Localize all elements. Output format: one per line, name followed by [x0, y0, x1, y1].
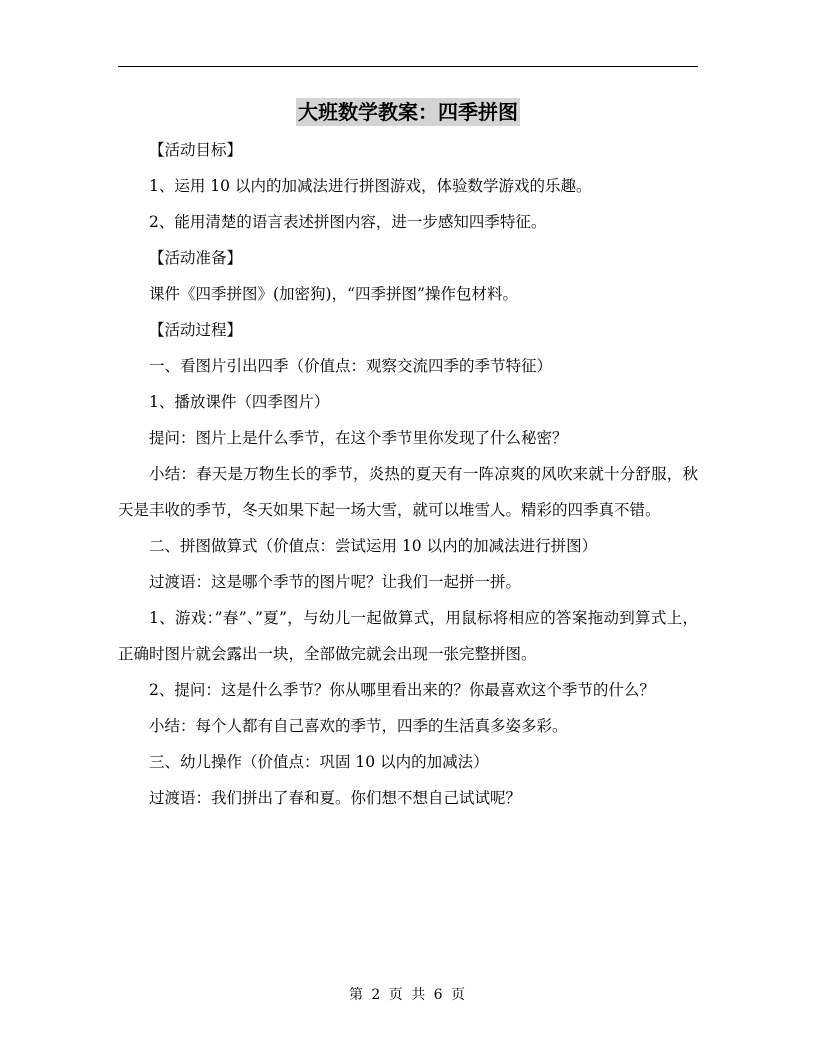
paragraph: 过渡语：我们拼出了春和夏。你们想不想自己试试呢？ — [149, 789, 522, 807]
paragraph: 提问：图片上是什么季节，在这个季节里你发现了什么秘密？ — [149, 429, 568, 447]
document-title: 大班数学教案：四季拼图 — [298, 100, 518, 124]
section-heading-process: 【活动过程】 — [149, 321, 243, 339]
paragraph: 1、播放课件（四季图片） — [149, 393, 330, 411]
paragraph: 过渡语：这是哪个季节的图片呢？让我们一起拼一拼。 — [149, 573, 522, 591]
paragraph: 1、运用 10 以内的加减法进行拼图游戏，体验数学游戏的乐趣。 — [149, 177, 592, 195]
paragraph: 二、拼图做算式（价值点：尝试运用 10 以内的加减法进行拼图） — [149, 537, 598, 555]
section-heading-preparation: 【活动准备】 — [149, 249, 243, 267]
paragraph: 小结：春天是万物生长的季节，炎热的夏天有一阵凉爽的风吹来就十分舒服，秋天是丰收的季节，冬天如果下起一场大雪，就可以堆雪人。精彩的四季真不错。 — [118, 465, 698, 519]
paragraph: 1、游戏：”春”、”夏”，与幼儿一起做算式，用鼠标将相应的答案拖动到算式上，正确时图片就会露出一块，全部做完就会出现一张完整拼图。 — [118, 609, 698, 663]
paragraph: 2、能用清楚的语言表述拼图内容，进一步感知四季特征。 — [149, 213, 547, 231]
paragraph: 一、看图片引出四季（价值点：观察交流四季的季节特征） — [149, 357, 553, 375]
title-container — [0, 98, 816, 126]
page-number: 第 2 页 共 6 页 — [348, 987, 468, 1003]
paragraph: 课件《四季拼图》(加密狗)，“四季拼图”操作包材料。 — [149, 285, 518, 303]
document-body — [118, 132, 698, 816]
section-heading-objectives: 【活动目标】 — [149, 141, 243, 159]
header-rule — [118, 66, 698, 67]
paragraph: 小结：每个人都有自己喜欢的季节，四季的生活真多姿多彩。 — [149, 717, 568, 735]
paragraph: 三、幼儿操作（价值点：巩固 10 以内的加减法） — [149, 753, 489, 771]
paragraph: 2、提问：这是什么季节？你从哪里看出来的？你最喜欢这个季节的什么？ — [149, 681, 655, 699]
